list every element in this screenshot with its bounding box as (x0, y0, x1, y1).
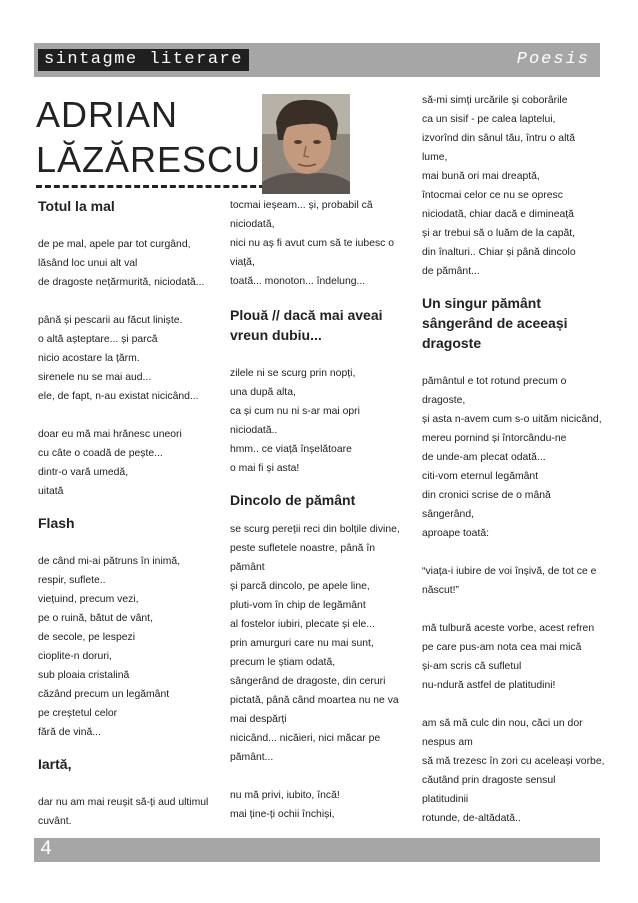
poem-column-3 (422, 91, 605, 828)
verse-line: ele, de fapt, n-au existat nicicând... (38, 391, 199, 402)
verse-line: nici nu aș fi avut cum să te iubesc o (230, 238, 395, 249)
page-number: 4 (40, 838, 53, 861)
verse-line: pământ... (230, 752, 274, 763)
verse-line: viețuind, precum vezi, (38, 594, 139, 605)
verse-line: pământ (230, 562, 265, 573)
verse-line: citi-vom eternul legământ (422, 471, 539, 482)
poem-title: Flash (38, 515, 75, 531)
author-first-name: ADRIAN (36, 94, 179, 135)
verse-line: niciodată.. (230, 425, 278, 436)
verse-line: “viața-i iubire de voi înșivă, de tot ce e (422, 566, 597, 577)
verse-line: niciodată, (230, 219, 275, 230)
verse-line: precum le știam odată, (230, 657, 336, 668)
verse-line: întocmai celor ce nu se opresc (422, 190, 563, 201)
verse-line: una după alta, (230, 387, 296, 398)
verse-line: viață, (230, 257, 255, 268)
section-tag: sintagme literare (38, 49, 249, 71)
magazine-name: Poesis (516, 50, 590, 69)
author-photo (262, 94, 350, 194)
verse-line: peste sufletele noastre, până în (230, 543, 375, 554)
poem-title: Iartă, (38, 756, 72, 772)
verse-line: și ar trebui să o luăm de la capăt, (422, 228, 576, 239)
verse-line: lume, (422, 152, 448, 163)
verse-line: pe creștetul celor (38, 708, 118, 719)
verse-line: hmm.. ce viață înșelătoare (230, 444, 352, 455)
poem-title: Totul la mal (38, 198, 115, 214)
verse-line: mai bună ori mai dreaptă, (422, 171, 540, 182)
verse-line: nicio acostare la țărm. (38, 353, 140, 364)
verse-line: o mai fi și asta! (230, 463, 300, 474)
verse-line: al fostelor iubiri, plecate și ele... (230, 619, 375, 630)
verse-line: mereu pornind și întorcându-ne (422, 433, 567, 444)
verse-line: nu mă privi, iubito, încă! (230, 790, 340, 801)
poem-title (422, 293, 602, 353)
verse-line: niciodată, chiar dacă e dimineață (422, 209, 574, 220)
poem-column-1 (38, 196, 228, 831)
verse-line: toată... monoton... îndelung... (230, 276, 366, 287)
verse-line: doar eu mă mai hrănesc uneori (38, 429, 182, 440)
verse-line: uitată (38, 486, 64, 497)
verse-line: aproape toată: (422, 528, 490, 539)
verse-line: platitudinii (422, 794, 469, 805)
top-banner (34, 43, 600, 77)
author-divider (36, 185, 274, 188)
verse-line: respir, suflete.. (38, 575, 106, 586)
verse-line: pe care pus-am nota cea mai mică (422, 642, 582, 653)
verse-line: cu câte o coadă de pește... (38, 448, 163, 459)
verse-line: de când mi-ai pătruns în inimă, (38, 556, 181, 567)
verse-line: căzând precum un legământ (38, 689, 170, 700)
verse-line: am să mă culc din nou, căci un dor (422, 718, 583, 729)
verse-line: ca un sisif - pe calea laptelui, (422, 114, 556, 125)
verse-line: de pe mal, apele par tot curgând, (38, 239, 191, 250)
verse-line: pluti-vom în chip de legământ (230, 600, 366, 611)
verse-line: cioplite-n doruri, (38, 651, 112, 662)
verse-line: dragoste, (422, 395, 466, 406)
verse-line: sub ploaia cristalină (38, 670, 130, 681)
verse-line: rotunde, de-altădată.. (422, 813, 521, 824)
verse-line: de unde-am plecat odată... (422, 452, 546, 463)
verse-line: pe o ruină, bătut de vânt, (38, 613, 153, 624)
author-name (36, 92, 261, 182)
verse-line: mai despărți (230, 714, 287, 725)
verse-line: să mă trezesc în zori cu aceleași vorbe, (422, 756, 605, 767)
verse-line: cuvânt. (38, 816, 72, 827)
verse-line: dar nu am mai reușit să-ți aud ultimul (38, 797, 209, 808)
verse-line: se scurg pereții reci din bolțile divine, (230, 524, 400, 535)
poem-title: Dincolo de pământ (230, 492, 356, 508)
verse-line: sângerând de dragoste, din ceruri (230, 676, 386, 687)
verse-line: prin amurguri care nu mai sunt, (230, 638, 374, 649)
verse-line: și asta n-avem cum s-o uităm nicicând, (422, 414, 602, 425)
poem-title-line: dragoste (422, 335, 482, 351)
verse-line: din cronici scrise de o mână (422, 490, 551, 501)
poem-title-line: Plouă // dacă mai aveai (230, 307, 383, 323)
verse-line: până și pescarii au făcut liniște. (38, 315, 183, 326)
poem-column-2 (230, 196, 415, 824)
verse-line: dintr-o vară umedă, (38, 467, 129, 478)
verse-line: de pământ... (422, 266, 480, 277)
poem-title-line: Un singur pământ (422, 295, 542, 311)
verse-line: pictată, până când moartea nu ne va (230, 695, 399, 706)
verse-line: mă tulbură aceste vorbe, acest refren (422, 623, 595, 634)
verse-line: nu-ndură astfel de platitudini! (422, 680, 556, 691)
bottom-banner (34, 838, 600, 862)
verse-line: sângerând, (422, 509, 474, 520)
poem-title-line: sângerând de aceeași (422, 315, 568, 331)
verse-line: fără de vină... (38, 727, 101, 738)
verse-line: sirenele nu se mai aud... (38, 372, 152, 383)
verse-line: nicicând... nicăieri, nici măcar pe (230, 733, 381, 744)
verse-line: din înalturi.. Chiar și până dincolo (422, 247, 576, 258)
verse-line: o altă așteptare... și parcă (38, 334, 158, 345)
verse-line: tocmai ieșeam... și, probabil că (230, 200, 373, 211)
verse-line: ca și cum nu ni s-ar mai opri (230, 406, 360, 417)
verse-line: lăsând loc unui alt val (38, 258, 138, 269)
poem-title-line: vreun dubiu... (230, 327, 322, 343)
poem-title (230, 305, 415, 345)
verse-line: născut!” (422, 585, 459, 596)
verse-line: de dragoste nețărmurită, niciodată... (38, 277, 205, 288)
verse-line: pământul e tot rotund precum o (422, 376, 567, 387)
verse-line: nespus am (422, 737, 473, 748)
verse-line: izvorînd din sânul tău, întru o altă (422, 133, 576, 144)
author-last-name: LĂZĂRESCU (36, 139, 262, 180)
verse-line: și-am scris că sufletul (422, 661, 522, 672)
verse-line: de secole, pe lespezi (38, 632, 136, 643)
verse-line: mai ține-ți ochii închiși, (230, 809, 335, 820)
verse-line: să-mi simți urcările și coborârile (422, 95, 568, 106)
verse-line: căutând prin dragoste sensul (422, 775, 556, 786)
verse-line: și parcă dincolo, pe apele line, (230, 581, 370, 592)
verse-line: zilele ni se scurg prin nopți, (230, 368, 356, 379)
